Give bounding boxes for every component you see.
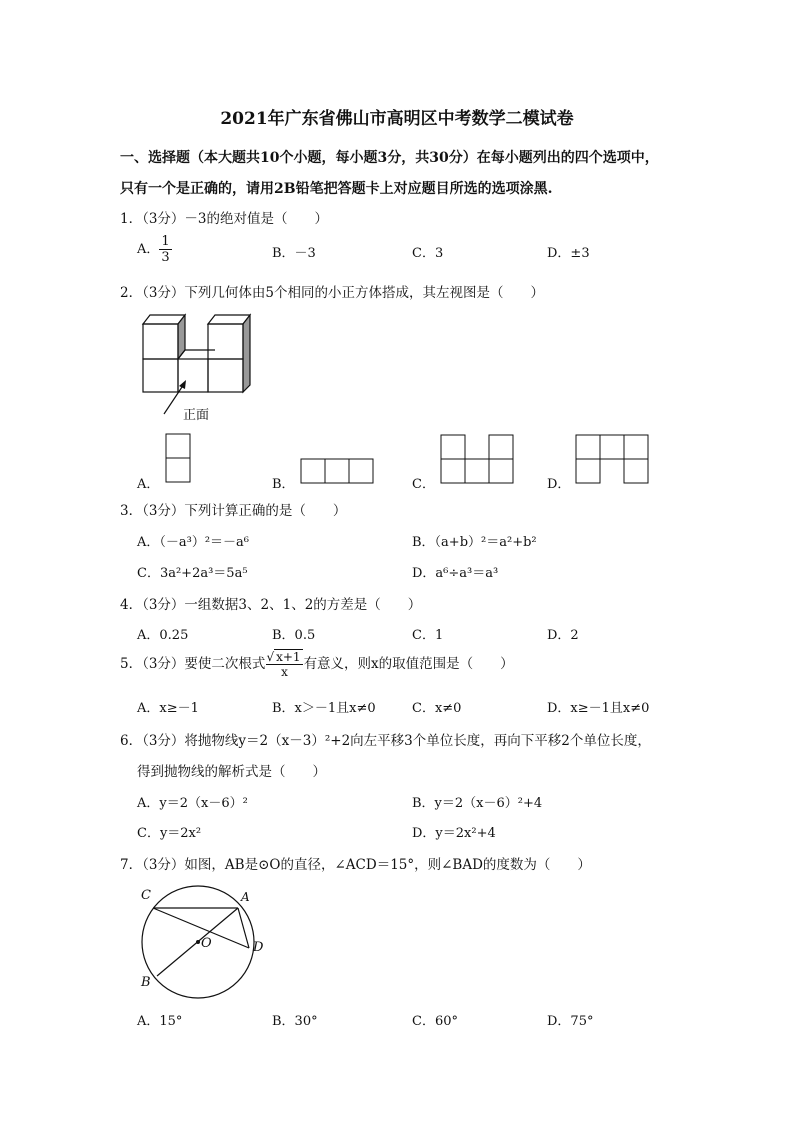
question-3-option-c: C．3a²+2a³＝5a⁵ — [137, 566, 248, 581]
question-2-option-c: C． — [412, 477, 435, 492]
question-5-option-b: B．x＞－1且x≠0 — [272, 701, 376, 716]
question-1-stem: 1．（3分）－3的绝对值是（ ） — [120, 211, 329, 227]
question-3-option-d: D．a⁶÷a³＝a³ — [412, 566, 499, 581]
point-label-c: C — [141, 888, 151, 903]
front-label: 正面 — [183, 408, 210, 423]
question-4-option-b: B．0.5 — [272, 628, 316, 643]
question-7-option-c: C．60° — [412, 1014, 458, 1029]
question-1-option-c: C．3 — [412, 246, 444, 261]
question-2-option-a: A． — [137, 477, 160, 492]
option-b-view — [300, 458, 376, 484]
question-7-option-a: A．15° — [137, 1014, 183, 1029]
cube-solid-figure — [140, 312, 250, 412]
question-6-option-b: B．y＝2（x－6）²+4 — [412, 796, 543, 811]
point-label-o: O — [201, 936, 212, 951]
question-7-option-d: D．75° — [547, 1014, 594, 1029]
question-4-option-a: A．0.25 — [137, 628, 189, 643]
question-2-option-d: D． — [547, 477, 571, 492]
question-6-stem-line2: 得到抛物线的解析式是（ ） — [137, 764, 326, 780]
point-label-b: B — [141, 975, 151, 990]
question-2-option-b: B． — [272, 477, 295, 492]
question-1-option-b: B．－3 — [272, 246, 316, 261]
question-3-stem: 3．（3分）下列计算正确的是（ ） — [120, 503, 347, 519]
question-5-option-a: A．x≥－1 — [137, 701, 199, 716]
question-5-stem: 5．（3分）要使二次根式 $\frac{√ x+1}{x}$ 有意义，则x的取值范围是（ ） — [120, 650, 514, 679]
question-4-option-c: C．1 — [412, 628, 444, 643]
question-2-stem: 2．（3分）下列几何体由5个相同的小正方体搭成，其左视图是（ ） — [120, 285, 545, 301]
question-1-option-a: A． $\frac{1}{3}$ — [137, 234, 170, 265]
radical-fraction: $\frac{√ x+1}{x}$ — [266, 650, 301, 679]
option-a-view — [165, 433, 191, 483]
option-d-view — [575, 434, 651, 484]
question-5-option-d: D．x≥－1且x≠0 — [547, 701, 650, 716]
question-1-option-d: D．±3 — [547, 246, 590, 261]
point-label-d: D — [253, 940, 264, 955]
question-3-option-b: B．（a+b）²＝a²+b² — [412, 535, 537, 550]
question-6-option-a: A．y＝2（x－6）² — [137, 796, 248, 811]
question-4-option-d: D．2 — [547, 628, 579, 643]
question-6-option-c: C．y＝2x² — [137, 826, 202, 841]
question-6-stem-line1: 6．（3分）将抛物线y＝2（x－3）²+2向左平移3个单位长度，再向下平移2个单位长度， — [120, 733, 651, 749]
fraction: $\frac{1}{3}$ — [161, 234, 170, 265]
section-instruction-line1: 一、选择题（本大题共10个小题，每小题3分，共30分）在每小题列出的四个选项中， — [120, 150, 659, 166]
option-c-view — [440, 434, 516, 484]
point-label-a: A — [241, 890, 250, 904]
question-5-option-c: C．x≠0 — [412, 701, 462, 716]
question-7-option-b: B．30° — [272, 1014, 318, 1029]
question-3-option-a: A．（－a³）²＝－a⁶ — [137, 535, 250, 550]
section-instruction-line2: 只有一个是正确的，请用2B铅笔把答题卡上对应题目所选的选项涂黑. — [120, 181, 553, 197]
question-6-option-d: D．y＝2x²+4 — [412, 826, 496, 841]
question-4-stem: 4．（3分）一组数据3、2、1、2的方差是（ ） — [120, 597, 422, 613]
page-title: 2021年广东省佛山市高明区中考数学二模试卷 — [220, 109, 574, 129]
question-7-stem: 7．（3分）如图，AB是⊙O的直径，∠ACD＝15°，则∠BAD的度数为（ ） — [120, 857, 591, 873]
